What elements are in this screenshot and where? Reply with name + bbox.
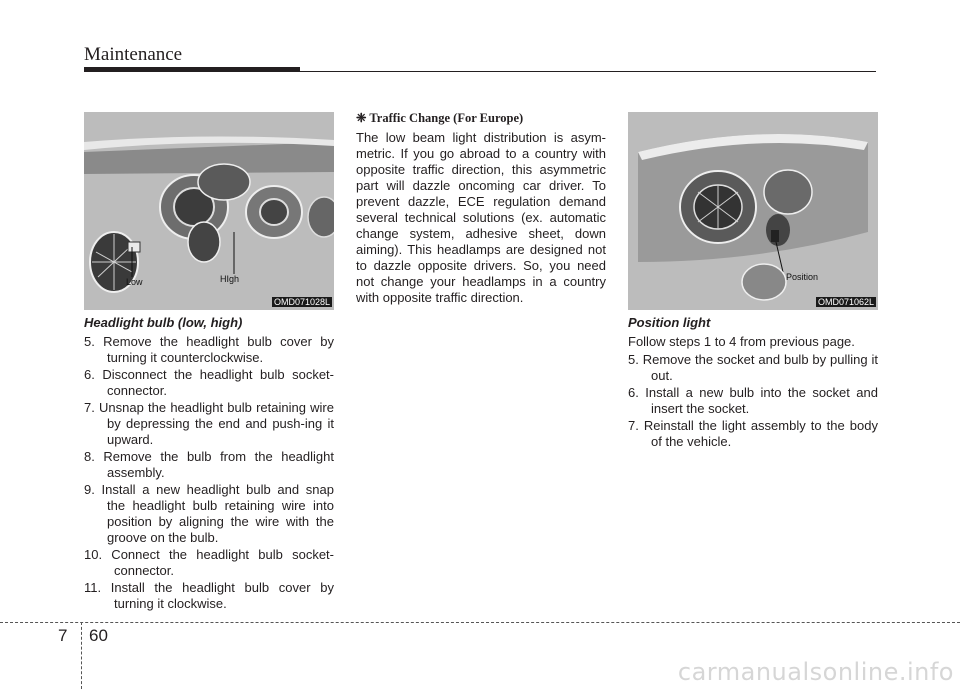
headlight-assembly-illustration xyxy=(84,112,334,310)
position-light-section xyxy=(628,315,878,451)
site-watermark: carmanualsonline.info xyxy=(677,658,954,686)
chapter-number: 7 xyxy=(58,626,68,645)
position-light-intro: Follow steps 1 to 4 from previous page. xyxy=(628,334,855,349)
low-bulb-label: Low xyxy=(126,277,143,287)
footer-rule xyxy=(0,622,960,623)
position-step: 7. Reinstall the light assembly to the body of the vehicle. xyxy=(628,418,878,449)
position-light-title: Position light xyxy=(628,315,711,330)
headlight-step: 11. Install the headlight bulb cover by turning it clockwise. xyxy=(84,580,334,611)
position-label: Position xyxy=(786,272,819,282)
traffic-change-note xyxy=(356,110,606,306)
page-header-title: Maintenance xyxy=(84,44,183,65)
headlight-bulb-figure xyxy=(84,112,334,310)
headlight-bulb-section xyxy=(84,315,334,613)
headlight-step: 6. Disconnect the headlight bulb socket-connector. xyxy=(84,367,334,398)
high-bulb-label: HIgh xyxy=(220,274,240,284)
position-step: 5. Remove the socket and bulb by pulling it out. xyxy=(628,352,878,383)
headlight-step: 8. Remove the bulb from the headlight assembly. xyxy=(84,449,334,480)
page-number: 60 xyxy=(89,626,108,645)
headlight-step: 9. Install a new headlight bulb and snap the headlight bulb retaining wire into position by aligning the wire with the groove on the bulb. xyxy=(84,482,334,545)
position-light-illustration xyxy=(628,112,878,310)
headlight-step: 5. Remove the headlight bulb cover by turning it counterclockwise. xyxy=(84,334,334,365)
header-rule xyxy=(300,71,876,72)
position-step: 6. Install a new bulb into the socket and insert the socket. xyxy=(628,385,878,416)
headlight-bulb-title: Headlight bulb (low, high) xyxy=(84,315,243,330)
headlight-step: 10. Connect the headlight bulb socket-connector. xyxy=(84,547,334,578)
position-light-figure xyxy=(628,112,878,310)
traffic-change-title: ❈ Traffic Change (For Europe) xyxy=(356,111,524,125)
figure-code: OMD071028L xyxy=(273,297,330,307)
headlight-step: 7. Unsnap the headlight bulb retaining wire by depressing the end and push-ing it upward. xyxy=(84,400,334,447)
traffic-change-body: The low beam light distribution is asym-metric. If you go abroad to a country with opposite traffic direction, this asymmetric part will dazzle oncoming car driver. To prevent dazzle, ECE regulation demand several technical solutions (ex. automatic change system, adhesive sheet, down aiming). This headlamps are designed not to dazzle opposite drivers. So, you need not change your headlamps in a country with opposite traffic direction. xyxy=(356,130,606,305)
header-bar xyxy=(84,67,300,72)
figure-code: OMD071062L xyxy=(817,297,874,307)
footer-divider xyxy=(81,622,82,689)
